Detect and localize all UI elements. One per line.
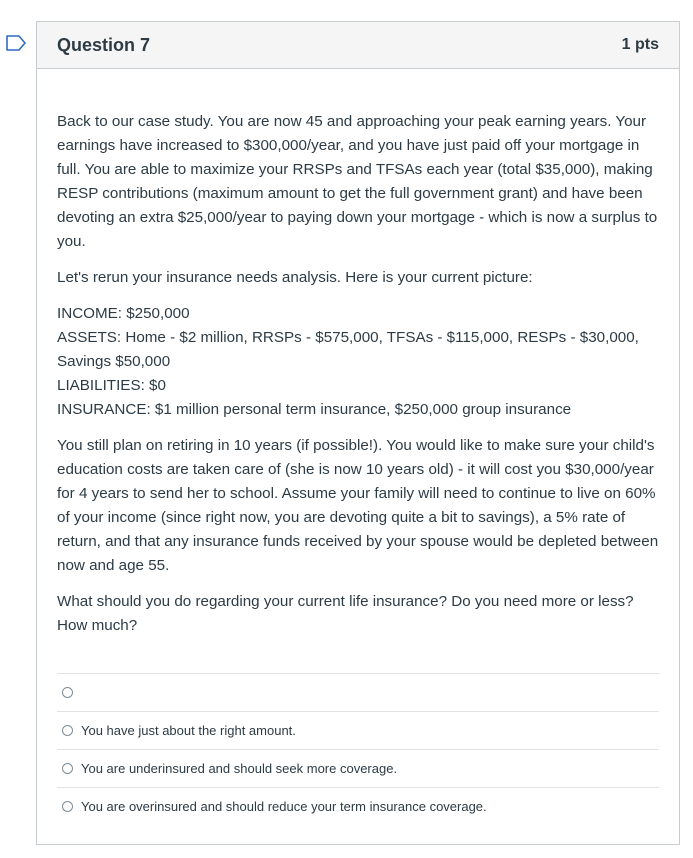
liabilities-line: LIABILITIES: $0: [57, 377, 166, 394]
question-points: 1 pts: [621, 36, 659, 53]
answer-option-underinsured[interactable]: [57, 749, 659, 787]
answer-list: [57, 673, 659, 825]
question-prompt: What should you do regarding your current life insurance? Do you need more or less? How much?: [57, 593, 634, 634]
assets-line: ASSETS: Home - $2 million, RRSPs - $575,000, TFSAs - $115,000, RESPs - $30,000, Savings $50,000: [57, 329, 639, 370]
current-picture-list: [57, 302, 659, 422]
radio-button[interactable]: [62, 763, 73, 774]
retirement-paragraph: You still plan on retiring in 10 years (if possible!). You would like to make sure your child's education costs are taken care of (she is now 10 years old) - it will cost you $30,000/year for 4 years to send her to school. Assume your family will need to continue to live on 60% of your income (since right now, you are devoting quite a bit to savings), a 5% rate of return, and that any insurance funds received by your spouse would be depleted between now and age 55.: [57, 437, 659, 574]
answer-label: You are overinsured and should reduce your term insurance coverage.: [81, 799, 487, 814]
income-line: INCOME: $250,000: [57, 305, 190, 322]
answer-label: You have just about the right amount.: [81, 723, 296, 738]
answer-option-right-amount[interactable]: [57, 711, 659, 749]
answer-option-overinsured[interactable]: [57, 787, 659, 825]
question-header: [37, 22, 679, 69]
insurance-line: INSURANCE: $1 million personal term insurance, $250,000 group insurance: [57, 401, 572, 418]
bookmark-flag-icon[interactable]: [6, 35, 26, 51]
case-study-paragraph: Back to our case study. You are now 45 and approaching your peak earning years. Your earnings have increased to $300,000/year, and you have just paid off your mortgage in full. You are able to maximize your RRSPs and TFSAs each year (total $35,000), making RESP contributions (maximum amount to get the full government grant) and have been devoting an extra $25,000/year to paying down your mortgage - which is now a surplus to you.: [57, 113, 658, 250]
question-title: Question 7: [57, 34, 151, 55]
question-text: [37, 69, 679, 638]
radio-button[interactable]: [62, 801, 73, 812]
radio-button[interactable]: [62, 725, 73, 736]
answer-label: You are underinsured and should seek more coverage.: [81, 761, 398, 776]
radio-button[interactable]: [62, 687, 73, 698]
question-card: [36, 21, 680, 845]
analysis-intro-paragraph: Let's rerun your insurance needs analysis. Here is your current picture:: [57, 269, 533, 286]
answer-option-blank[interactable]: [57, 673, 659, 711]
